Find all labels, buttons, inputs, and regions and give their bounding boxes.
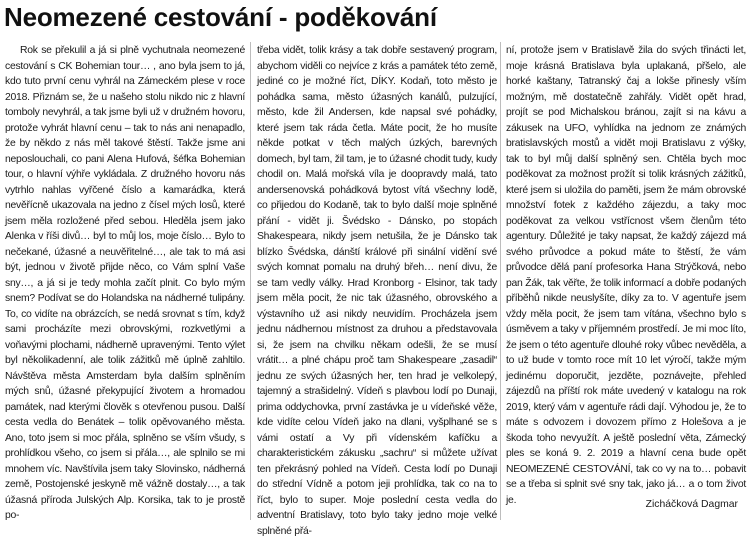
article-paragraph: ní, protože jsem v Bratislavě žila do svých třinácti let, moje krásná Bratislava byla uplakaná, přšelo, ale horké kaštany, Tatranský čaj a lokše přinesly vším možným, mě dostatečně zahřály. Vidět opět hrad, projít se pod Michalskou bránou, zajít si na kávu a zákusek na UFO, vyhlídka na jednom ze známých bratislavských mostů a vidět moji Bratislavu z výšky, tak to byl můj další splněný sen. Chtěla bych moc poděkovat za možnost prožít si tolik krásných zážitků, které jsem si uložila do paměti, jsem že mám obrovské množství fotek z každého zájezdu, a taky moc poděkovat za velkou vstřícnost všem členům této agentury. Důležité je taky napsat, že každý zájezd má svého průvodce a pokud máte to štěstí, že vám průvodce dělá paní profesorka Hana Strýčková, nebo pan Žák, tak věřte, že tolik informací a dobře podaných příběhů nikde neuslyšíte, díky za to. V agentuře jsem vždy měla pocit, že jsem tam vítána, všechno bylo s úsměvem a taky v příjemném prostředí. Je mi moc líto, že jsem o této agentuře dlouhé roky vůbec nevěděla, a to už bude v tomto roce mít 10 let výročí, takže mým jedinému doporučit, jezděte, poznávejte, přehled zájezdů na příští rok máte uvedený v katalogu na rok 2019, který vám v agentuře rádi dají. Výhodou je, že to máte s odvozem i dovozem přímo z Holešova a je škoda toho nevyužít. A ještě poslední věta, Zámecký ples se koná 9. 2. 2019 a hlavní cena bude opět NEOMEZENÉ CESTOVÁNÍ, tak co vy na to… pobavit se a třeba si splnit své sny tak, jako já… a o tom život je.	[506, 45, 746, 506]
article-column-3	[506, 43, 746, 508]
column-divider	[250, 42, 251, 520]
article-paragraph: třeba vidět, tolik krásy a tak dobře sestavený program, abychom viděli co nejvíce z krás a památek této země, jediné co je možné říct, DÍKY. Kodaň, toto město je pohádka sama, město úžasných kanálů, pulzující, město, kde žil Andersen, kde napsal své pohádky, které jsem tak ráda četla. Máte pocit, že ho musíte někde potkat v těch malých úzkých, barevných domech, byl tam, žil tam, je to úžasné chodit tudy, kudy chodil on. Malá mořská víla je doopravdy malá, tato andersenovská pohádková bytost vítá všechny lodě, co přijedou do Kodaně, tak to bylo další moje splněné přání - vidět ji. Švédsko - Dánsko, po stopách Shakespeara, nikdy jsem netušila, že je Dánsko tak blízko Švédska, dánští králové při sinální vidění své svých komnat pomalu na druhý břeh… není divu, že se tam vedly války. Hrad Kronborg - Elsinor, tak tady jsem měla pocit, že nic tak úžasného, obrovského a výstavního už asi nikdy neuvidím. Procházela jsem jednu nádhernou místnost za druhou a představovala si, že jsem na chvilku někam odešli, že se musí vrátit… a plné chápu proč tam Shakespeare „zasadil“ jednu ze svých úžasných her, ten hrad je velkolepý, tajemný a strašidelný. Vídeň s plavbou lodí po Dunaji, prima oddychovka, první zastávka je u vídeňské věže, kde vidíte celou Vídeň jako na dlani, vyšplhané se s vámi ostatí a Vy při vídenském kafíčku a charakteristickém zákusku „sachru“ si můžete užívat ten překrásný pohled na Vídeň. Cesta lodí po Dunaji do střední Vídně a potom jeji prohlídka, tak co na to říct, bylo to super. Moje poslední cesta vedla do adventní Bratislavy, toto bylo taky jedno moje velké splněné přá-	[257, 45, 497, 537]
article-headline: Neomezené cestování - poděkování	[4, 2, 437, 32]
article-column-1	[5, 43, 245, 524]
column-divider	[500, 42, 501, 520]
author-signature: Zicháčková Dagmar	[645, 499, 738, 510]
article-paragraph: Rok se překulil a já si plně vychutnala neomezené cestování s CK Bohemian tour… , ano byla jsem to já, kdo tuto první cenu vyhrál na Zámeckém plese v roce 2018. Přiznám se, že u našeho stolu nikdo nic z hlavní tomboly nevyhrál, a tak jsme byli už v družném hovoru, protože vyhrát hlavní cenu – tak to nás ani nenapadlo, že by někdo z nás měl takové štěstí. Takže jsme ani neposlouchali, co pani Alena Hufová, šéfka Bohemian tour, o hlavní výhře vykládala. Z družného hovoru nás vytrhlo nahlas vyřčené číslo a kamarádka, která nevěřícně ukazovala na jedno z čísel mých losů, které jsem měla rozložené před sebou. Hleděla jsem jako Alenka v říši divů… byl to můj los, moje číslo… Bylo to nečekané, úžasné a neuvěřitelné…, ale tak to má asi být, jednou v životě přijde něco, co Vám splní Vaše sny…, a já si je tedy mohla začít plnit. Co bylo mým snem? Podívat se do Holandska na nádherné tulipány. To, co vidíte na obrázcích, se nedá srovnat s tím, když sami procházíte mezi obrovskými, rozkvetlými a voňavými plochami, nádherně upravenými. Tento výlet byl několikadenní, ale tolik zážitků mě úplně zahltilo. Návštěva města Amsterdam byla dalším splněním mých snů, úžasné překypující životem a hromadou památek, nad kterými člověk s otevřenou pusou. Další cesta vedla do Benátek – tolik opěvovaného města. Ano, toto jsem si moc přála, splněno se vším všudy, s prohlídkou všeho, co jsem si přála…, ale splnilo se mi mnohem víc. Navštívila jsem taky Slovinsko, nádherná země, Postojenské jeskyně mě vážně dostaly…, a tak úžasná příroda Julských Alp. Korsika, tak to je prostě po-	[5, 45, 245, 521]
article-column-2	[257, 43, 497, 539]
